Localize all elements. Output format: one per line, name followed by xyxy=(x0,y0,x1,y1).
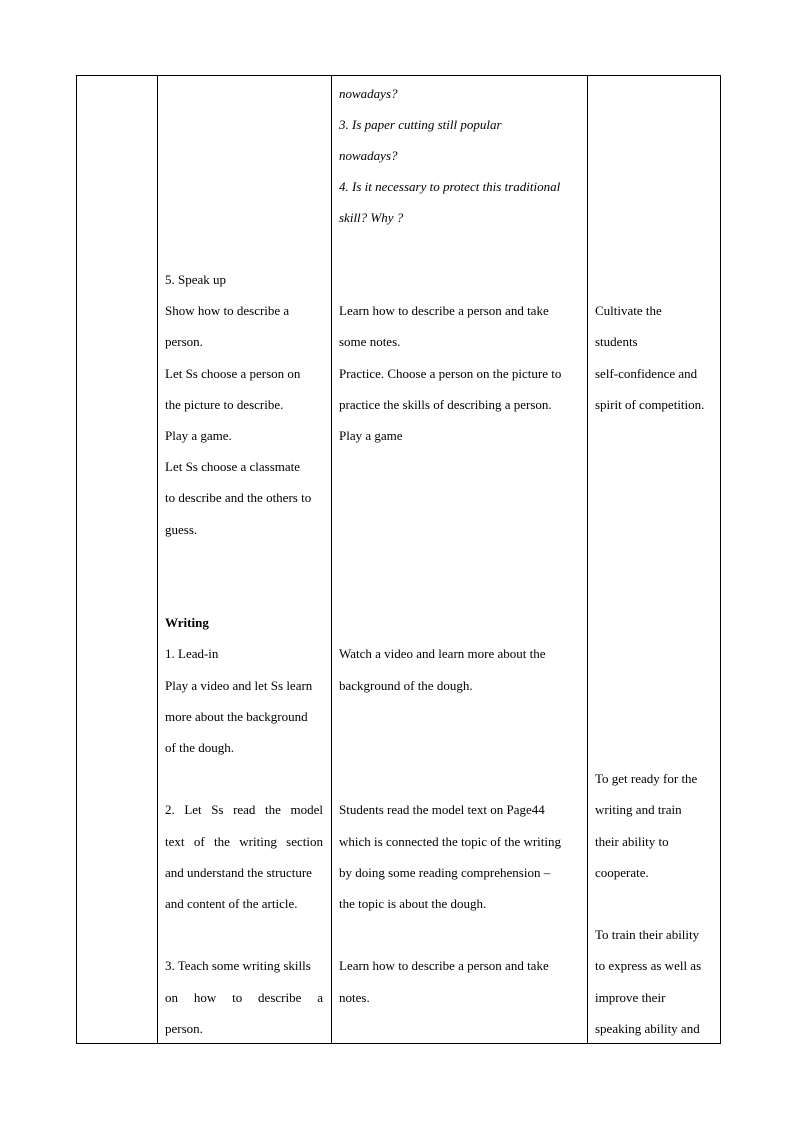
purpose-line: to express as well as xyxy=(595,958,702,973)
teacher-step-line: Play a game. xyxy=(165,428,232,443)
teacher-step-line: Play a video and let Ss learn xyxy=(165,678,313,693)
speak-up-heading: 5. Speak up xyxy=(165,272,227,287)
purpose-line: improve their xyxy=(595,990,666,1005)
teacher-step-line: person. xyxy=(165,1021,203,1036)
teacher-step-line: Let Ss choose a classmate xyxy=(165,459,301,474)
teacher-activity-cell xyxy=(158,76,332,1044)
question-line: nowadays? xyxy=(339,86,398,101)
question-line: 4. Is it necessary to protect this traditional xyxy=(339,179,561,194)
word: model xyxy=(290,802,323,817)
student-activity-line: background of the dough. xyxy=(339,678,473,693)
teacher-step-line: and understand the structure xyxy=(165,865,312,880)
stage-column-cell xyxy=(77,76,158,1044)
student-activity-cell xyxy=(332,76,588,1044)
teacher-step-line xyxy=(165,801,323,818)
word: read xyxy=(233,802,256,817)
teacher-step-line: to describe and the others to xyxy=(165,490,312,505)
word: text xyxy=(165,834,185,849)
word: 2. xyxy=(165,802,175,817)
student-activity-line: notes. xyxy=(339,990,370,1005)
student-activity-line: the topic is about the dough. xyxy=(339,896,487,911)
student-activity-line: by doing some reading comprehension – xyxy=(339,865,551,880)
teacher-step-line: 3. Teach some writing skills xyxy=(165,958,311,973)
purpose-cell xyxy=(588,76,721,1044)
student-activity-line: Learn how to describe a person and take xyxy=(339,303,549,318)
teacher-step-line xyxy=(165,833,323,850)
word: a xyxy=(317,990,323,1005)
word: section xyxy=(286,834,323,849)
purpose-line: cooperate. xyxy=(595,865,649,880)
student-activity-line: Students read the model text on Page44 xyxy=(339,802,545,817)
teacher-step-line: Let Ss choose a person on xyxy=(165,366,301,381)
word: to xyxy=(232,990,243,1005)
purpose-line: self-confidence and xyxy=(595,366,698,381)
word: how xyxy=(193,990,217,1005)
teacher-step-line: guess. xyxy=(165,522,198,537)
teacher-step-line: Show how to describe a xyxy=(165,303,290,318)
word: describe xyxy=(258,990,302,1005)
table-row xyxy=(77,76,721,1044)
purpose-line: To train their ability xyxy=(595,927,700,942)
student-activity-line: Play a game xyxy=(339,428,403,443)
purpose-line: To get ready for the xyxy=(595,771,698,786)
teacher-step-line: the picture to describe. xyxy=(165,397,284,412)
purpose-line: writing and train xyxy=(595,802,682,817)
word: the xyxy=(265,802,281,817)
student-activity-line: Watch a video and learn more about the xyxy=(339,646,546,661)
lesson-plan-table xyxy=(76,75,721,1044)
purpose-line: Cultivate the xyxy=(595,303,662,318)
lead-in-heading: 1. Lead-in xyxy=(165,646,219,661)
word: the xyxy=(214,834,230,849)
student-activity-line: some notes. xyxy=(339,334,401,349)
teacher-step-line: more about the background xyxy=(165,709,308,724)
word: writing xyxy=(239,834,277,849)
word: of xyxy=(193,834,205,849)
purpose-line: speaking ability and xyxy=(595,1021,700,1036)
student-activity-line: Practice. Choose a person on the picture to xyxy=(339,366,562,381)
purpose-line: spirit of competition. xyxy=(595,397,705,412)
purpose-line: their ability to xyxy=(595,834,669,849)
word: Ss xyxy=(211,802,224,817)
word: on xyxy=(165,990,178,1005)
teacher-step-line: person. xyxy=(165,334,203,349)
word: Let xyxy=(184,802,202,817)
teacher-step-line xyxy=(165,989,323,1006)
student-activity-line: Learn how to describe a person and take xyxy=(339,958,549,973)
teacher-step-line: of the dough. xyxy=(165,740,234,755)
teacher-step-line: and content of the article. xyxy=(165,896,298,911)
question-line: 3. Is paper cutting still popular xyxy=(339,117,502,132)
purpose-line: students xyxy=(595,334,638,349)
writing-heading: Writing xyxy=(165,615,209,630)
question-line: nowadays? xyxy=(339,148,398,163)
question-line: skill? Why ? xyxy=(339,210,404,225)
student-activity-line: practice the skills of describing a person. xyxy=(339,397,552,412)
student-activity-line: which is connected the topic of the writing xyxy=(339,834,562,849)
